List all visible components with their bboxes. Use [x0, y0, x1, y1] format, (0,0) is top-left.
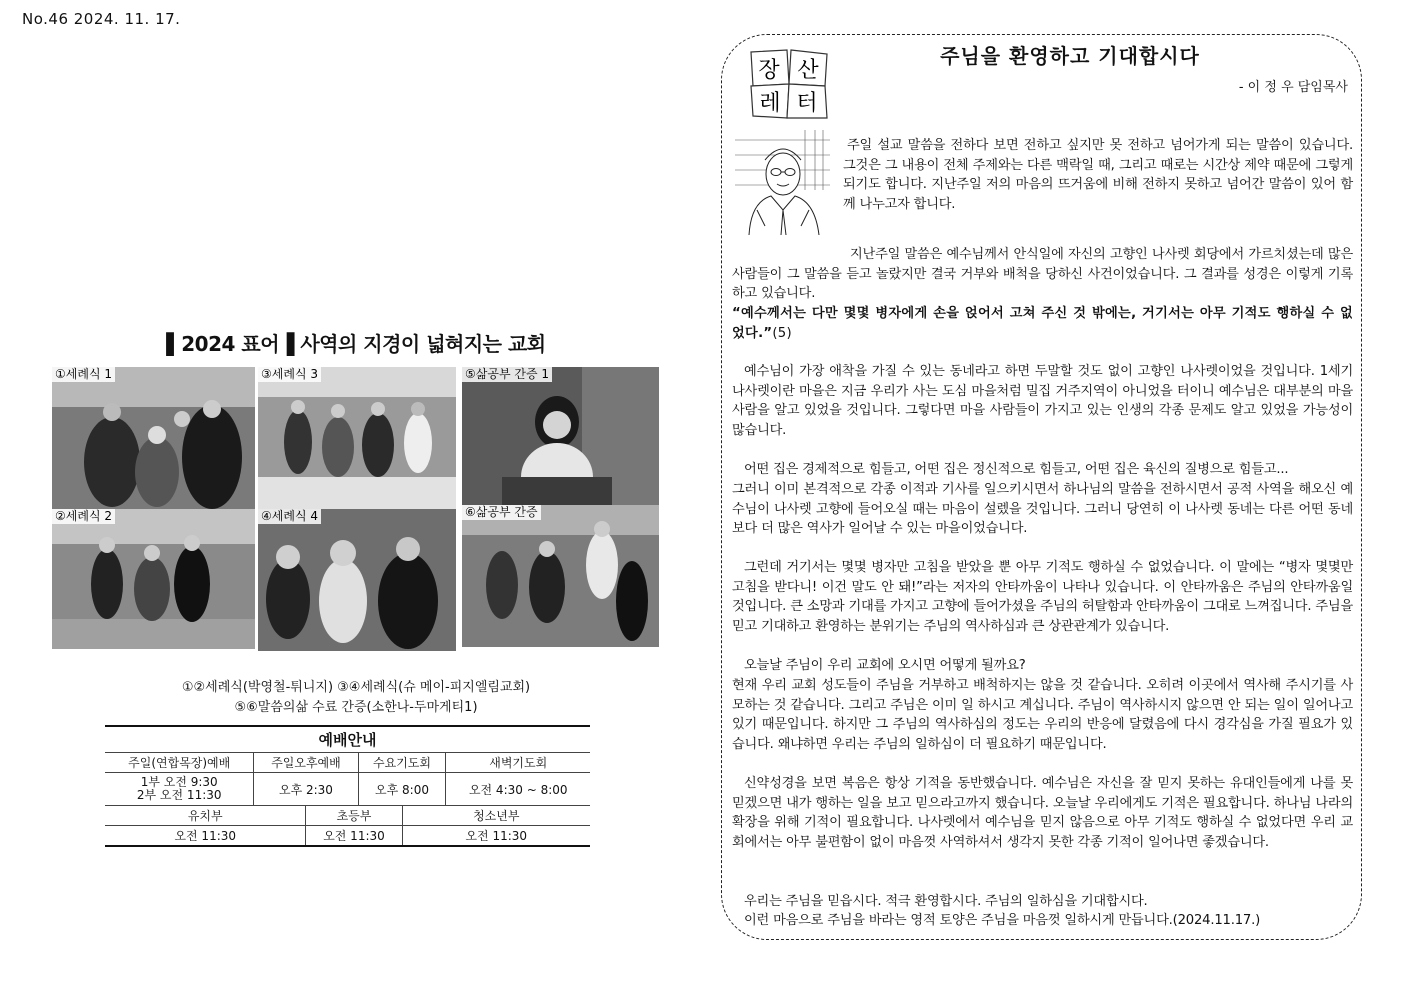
issue-number: No.46 2024. 11. 17.: [22, 10, 181, 28]
letter-paragraph-2: 예수님이 가장 애착을 가질 수 있는 동네라고 하면 두말할 것도 없이 고향인 나사렛이었을 것입니다. 1세기 나사렛이란 마을은 지금 우리가 사는 도심 마을처럼 밀집 거주지역이 아니었을 터이니 예수님은 대부분의 마을 사람을 알고 있었을 것입니다. 그렇다면 마을 사람들이 가지고 있는 인생의 각종 문제도 알고 있었을 가능성이 많습니다.: [732, 364, 1353, 438]
photo-testimony-1-image: [462, 367, 659, 505]
photo-baptism-2: [52, 509, 255, 649]
sunday-second-service: 2부 오전 11:30: [136, 788, 222, 802]
photo-baptism-3: [258, 367, 456, 509]
scripture-quote: [732, 304, 1353, 343]
pastor-sketch-portrait: [735, 130, 830, 235]
section-title: ▌2024 표어▐ 사역의 지경이 넓혀지는 교회: [166, 332, 546, 356]
cell-afternoon-time: 오후 2:30: [254, 773, 358, 806]
photo-baptism-4-image: [258, 509, 456, 651]
header-dawn: 새벽기도회: [446, 753, 590, 773]
photo-testimony-1: [462, 367, 659, 505]
photo-caption: ①세례식 1: [52, 367, 115, 382]
caption-line-2: ⑤⑥말씀의삶 수료 간증(소한나-두마게티1): [234, 700, 478, 715]
header-sunday-afternoon: 주일오후예배: [254, 753, 358, 773]
header-youth: 청소년부: [402, 806, 590, 826]
letter-paragraph-7b: 이런 마음으로 주님을 바라는 영적 토양은 주님을 마음껏 일하시게 만듭니다.(2024.11.17.): [744, 913, 1261, 928]
photo-baptism-2-image: [52, 509, 255, 649]
scripture-quote-ref: (5): [772, 325, 792, 341]
logo-char-4: 터: [796, 91, 818, 116]
photo-captions: [52, 678, 660, 718]
scripture-quote-text: “예수께서는 다만 몇몇 병자에게 손을 얹어서 고쳐 주신 것 밖에는, 거기서는 아무 기적도 행하실 수 없었다.”: [732, 306, 1353, 341]
cell-kindergarten-time: 오전 11:30: [105, 826, 306, 847]
photo-caption: ⑥삶공부 간증: [462, 505, 541, 520]
letter-paragraph-3a: 어떤 집은 경제적으로 힘들고, 어떤 집은 정신적으로 힘들고, 어떤 집은 육신의 질병으로 힘들고...: [744, 462, 1289, 477]
photo-grid: [52, 367, 659, 651]
header-sunday: 주일(연합목장)예배: [105, 753, 254, 773]
photo-baptism-3-image: [258, 367, 456, 509]
letter-paragraph-7a: 우리는 주님을 믿읍시다. 적극 환영합시다. 주님의 일하심을 기대합시다.: [744, 894, 1148, 909]
photo-baptism-1-image: [52, 367, 255, 509]
letter-title: 주님을 환영하고 기대합시다: [940, 44, 1200, 68]
letter-paragraph-4: 그런데 거기서는 몇몇 병자만 고침을 받았을 뿐 아무 기적도 행하실 수 없었습니다. 이 말에는 “병자 몇몇만 고침을 받다니! 이건 말도 안 돼!”라는 저자의 안타까움이 나타나 있습니다. 이 안타까움은 주님의 안타까움일 것입니다. 큰 소망과 기대를 가지고 고향에 들어가셨을 주님의 허탈함과 안타까움이 그대로 느껴집니다. 주님을 믿고 기대하고 환영하는 분위기는 주님의 역사하심과 큰 상관관계가 있습니다.: [732, 560, 1353, 634]
letter-paragraph-5a: 오늘날 주님이 우리 교회에 오시면 어떻게 될까요?: [744, 658, 1026, 673]
worship-schedule-table: [105, 725, 590, 847]
cell-elementary-time: 오전 11:30: [306, 826, 402, 847]
logo-char-3: 레: [759, 91, 781, 116]
photo-testimony-2-image: [462, 505, 659, 647]
photo-caption: ②세례식 2: [52, 509, 115, 524]
photo-caption: ④세례식 4: [258, 509, 321, 524]
letter-paragraph-5b: 현재 우리 교회 성도들이 주님을 거부하고 배척하지는 않을 것 같습니다. 오히려 이곳에서 역사해 주시기를 사모하는 것 같습니다. 그리고 주님은 이미 일 하시고 계십니다. 주님이 역사하시지 않으면 안 되는 일이 일어나고 있기 때문입니다. 하지만 그 주님의 역사하심의 정도는 우리의 반응에 달렸음에 다시 경각심을 가질 필요가 있습니다. 왜냐하면 우리는 주님의 일하심이 더 필요하기 때문입니다.: [732, 678, 1353, 752]
photo-caption: ③세례식 3: [258, 367, 321, 382]
caption-line-1: ①②세례식(박영철-튀니지) ③④세례식(슈 메이-피지엘림교회): [181, 680, 531, 695]
cell-sunday-times: [105, 773, 254, 806]
logo-char-1: 장: [758, 58, 780, 83]
letter-intro: 주일 설교 말씀을 전하다 보면 전하고 싶지만 못 전하고 넘어가게 되는 말씀이 있습니다. 그것은 그 내용이 전체 주제와는 다른 맥락일 때, 그리고 때로는 시간상 제약 때문에 그렇게 되기도 합니다. 지난주일 저의 마음의 뜨거움에 비해 전하지 못하고 넘어간 말씀이 있어 함께 나누고자 합니다.: [843, 138, 1353, 212]
photo-baptism-4: [258, 509, 456, 651]
photo-testimony-2: [462, 505, 659, 647]
letter-paragraph-6: 신약성경을 보면 복음은 항상 기적을 동반했습니다. 예수님은 자신을 잘 믿지 못하는 유대인들에게 나를 못 믿겠으면 내가 행하는 일을 보고 믿으라고까지 했습니다. 오늘날 우리에게도 기적은 필요합니다. 하나님 나라의 확장을 위해 기적이 필요합니다. 나사렛에서 예수님을 믿지 않음으로 아무 기적도 행하실 수 없었다면 우리 교회에서는 아무 불편함이 없이 마음껏 사역하셔서 생각지 못한 각종 기적이 일어나면 좋겠습니다.: [732, 776, 1353, 850]
cell-youth-time: 오전 11:30: [402, 826, 590, 847]
sunday-first-service: 1부 오전 9:30: [140, 775, 218, 789]
photo-baptism-1: [52, 367, 255, 509]
letter-paragraph-1: 지난주일 말씀은 예수님께서 안식일에 자신의 고향인 나사렛 회당에서 가르치셨는데 많은 사람들이 그 말씀을 듣고 놀랐지만 결국 거부와 배척을 당하신 사건이었습니다. 그 결과를 성경은 이렇게 기록하고 있습니다.: [732, 247, 1353, 302]
jangsan-letter-logo: [749, 48, 829, 120]
logo-char-2: 산: [797, 58, 819, 83]
letter-paragraph-3b: 그러니 이미 본격적으로 각종 이적과 기사를 일으키시면서 하나님의 말씀을 전하시면서 공적 사역을 해오신 예수님이 나사렛 고향에 들어오실 때는 마음이 설렜을 것입니다. 그러니 당연히 이 나사렛 동네는 다른 어떤 동네보다 더 많은 역사가 일어날 수 있는 마을이었습니다.: [732, 482, 1353, 537]
cell-wednesday-time: 오후 8:00: [358, 773, 446, 806]
worship-title: 예배안내: [105, 726, 590, 753]
photo-caption: ⑤삶공부 간증 1: [462, 367, 552, 382]
letter-author: - 이 정 우 담임목사: [1238, 80, 1348, 95]
header-wednesday: 수요기도회: [358, 753, 446, 773]
cell-dawn-time: 오전 4:30 ~ 8:00: [446, 773, 590, 806]
header-elementary: 초등부: [306, 806, 402, 826]
header-kindergarten: 유치부: [105, 806, 306, 826]
